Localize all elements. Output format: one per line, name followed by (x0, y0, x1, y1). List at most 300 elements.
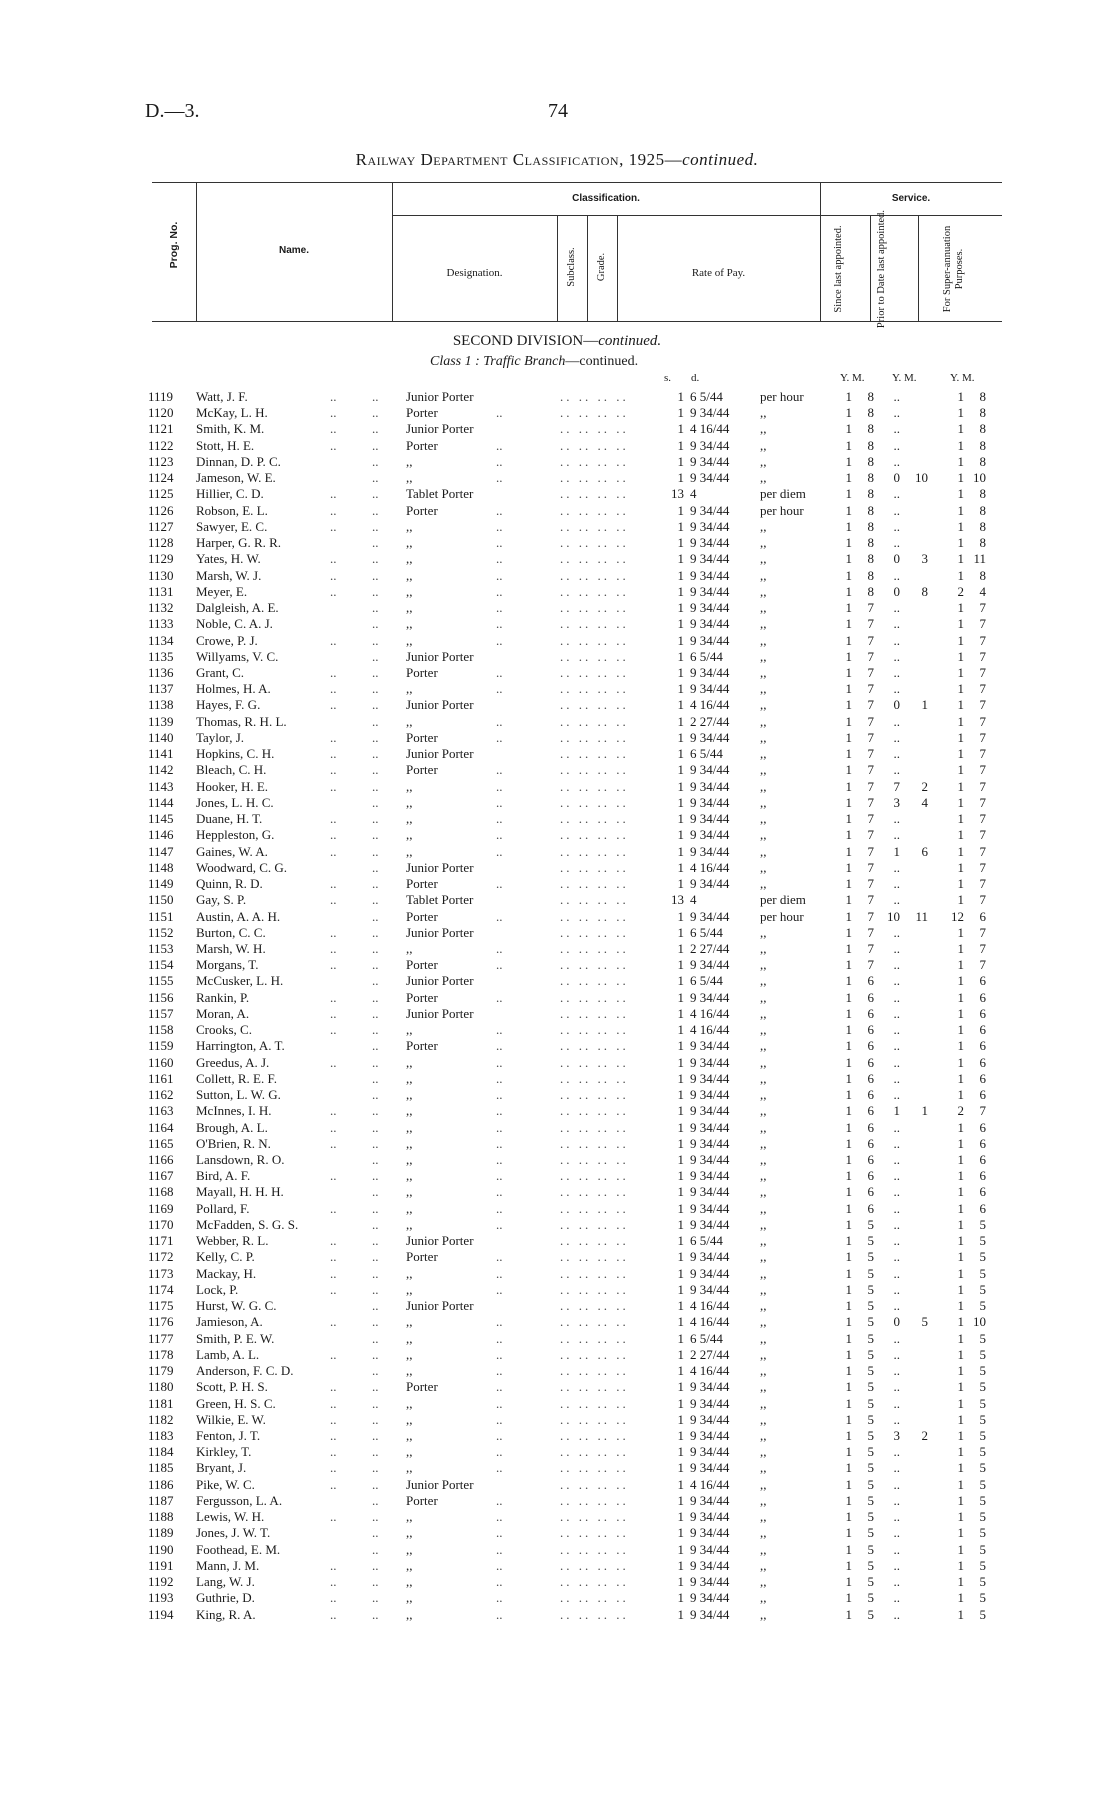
rate-pence-cell: 9 34/44 (690, 876, 730, 892)
name-cell: Quinn, R. D. (196, 876, 263, 892)
dot-leader: .. .. .. .. (560, 794, 629, 810)
dot-leader: .. (330, 1054, 337, 1070)
dot-leader: .. (372, 502, 379, 518)
since-years-cell: 1 (845, 989, 852, 1005)
dot-leader: .. .. .. .. (560, 746, 629, 762)
rate-period-cell: ,, (760, 1363, 767, 1379)
since-years-cell: 1 (845, 1249, 852, 1265)
dot-leader: .. (372, 535, 379, 551)
super-months-cell: 7 (979, 664, 986, 680)
rate-period-cell: per diem (760, 892, 806, 908)
designation-cell: Junior Porter (406, 1476, 474, 1492)
prior-years-cell: .. (893, 1411, 900, 1427)
prior-years-cell: .. (893, 973, 900, 989)
rate-shillings-cell: 1 (677, 1314, 684, 1330)
table-row (0, 795, 1114, 811)
table-row (0, 503, 1114, 519)
designation-cell: Porter (406, 908, 438, 924)
rate-period-cell: ,, (760, 405, 767, 421)
dot-leader: .. (496, 940, 503, 956)
super-years-cell: 1 (957, 405, 964, 421)
name-cell: Smith, K. M. (196, 421, 265, 437)
super-months-cell: 5 (979, 1216, 986, 1232)
name-cell: Morgans, T. (196, 957, 259, 973)
rate-period-cell: ,, (760, 1135, 767, 1151)
dot-leader: .. (330, 518, 337, 534)
since-months-cell: 7 (867, 664, 874, 680)
dot-leader: .. (372, 1346, 379, 1362)
header-prior-to: Prior to Date last appointed. (876, 209, 887, 329)
table-row (0, 438, 1114, 454)
since-years-cell: 1 (845, 1460, 852, 1476)
super-years-cell: 12 (951, 908, 964, 924)
designation-cell: ,, (406, 1022, 413, 1038)
super-years-cell: 1 (957, 1460, 964, 1476)
prior-years-cell: .. (893, 1346, 900, 1362)
super-months-cell: 7 (979, 600, 986, 616)
dot-leader: .. .. .. .. (560, 616, 629, 632)
prior-months-cell: 4 (921, 794, 928, 810)
name-cell: McFadden, S. G. S. (196, 1216, 299, 1232)
prog-no-cell: 1185 (148, 1460, 174, 1476)
dot-leader: .. .. .. .. (560, 453, 629, 469)
dot-leader: .. (496, 1557, 503, 1573)
dot-leader: .. (372, 1460, 379, 1476)
rate-period-cell: ,, (760, 876, 767, 892)
dot-leader: .. (372, 1298, 379, 1314)
prior-months-cell: 2 (921, 1428, 928, 1443)
dot-leader: .. (330, 1460, 337, 1476)
designation-cell: ,, (406, 1152, 413, 1168)
prog-no-cell: 1136 (148, 664, 174, 680)
dot-leader: .. .. .. .. (560, 697, 629, 713)
designation-cell: Junior Porter (406, 924, 474, 940)
dot-leader: .. (330, 1395, 337, 1411)
dot-leader: .. .. .. .. (560, 876, 629, 892)
super-years-cell: 1 (957, 1509, 964, 1525)
rate-shillings-cell: 1 (677, 453, 684, 469)
designation-cell: ,, (406, 1330, 413, 1346)
designation-cell: ,, (406, 940, 413, 956)
dot-leader: .. .. .. .. (560, 1541, 629, 1557)
dot-leader: .. (372, 729, 379, 745)
table-row (0, 1542, 1114, 1558)
super-months-cell: 6 (979, 908, 986, 924)
dot-leader: .. (330, 502, 337, 518)
dot-leader: .. (372, 908, 379, 924)
table-row (0, 714, 1114, 730)
table-row (0, 1590, 1114, 1606)
prior-years-cell: .. (893, 1281, 900, 1297)
dot-leader: .. (330, 405, 337, 421)
rate-period-cell: ,, (760, 827, 767, 843)
prior-years-cell: .. (893, 1363, 900, 1379)
rate-shillings-cell: 1 (677, 1054, 684, 1070)
super-years-cell: 1 (957, 1525, 964, 1541)
rate-pence-cell: 4 16/44 (690, 1022, 730, 1038)
name-cell: Mackay, H. (196, 1265, 257, 1281)
prog-no-cell: 1157 (148, 1005, 174, 1021)
dot-leader: .. (372, 957, 379, 973)
name-cell: Fenton, J. T. (196, 1428, 261, 1443)
since-months-cell: 7 (867, 713, 874, 729)
dot-leader: .. (330, 1005, 337, 1021)
prior-years-cell: .. (893, 405, 900, 421)
since-months-cell: 5 (867, 1590, 874, 1606)
since-months-cell: 7 (867, 746, 874, 762)
since-years-cell: 1 (845, 1022, 852, 1038)
name-cell: Jones, L. H. C. (196, 794, 274, 810)
rate-shillings-cell: 1 (677, 1119, 684, 1135)
since-months-cell: 5 (867, 1233, 874, 1249)
since-years-cell: 1 (845, 908, 852, 924)
dot-leader: .. .. .. .. (560, 924, 629, 940)
super-years-cell: 1 (957, 1152, 964, 1168)
name-cell: Woodward, C. G. (196, 859, 288, 875)
super-months-cell: 5 (979, 1492, 986, 1508)
dot-leader: .. .. .. .. (560, 1022, 629, 1038)
rate-shillings-cell: 1 (677, 1233, 684, 1249)
since-years-cell: 1 (845, 713, 852, 729)
since-years-cell: 1 (845, 1541, 852, 1557)
dot-leader: .. (496, 1265, 503, 1281)
name-cell: Webber, R. L. (196, 1233, 269, 1249)
dot-leader: .. (330, 1574, 337, 1590)
dot-leader: .. (372, 1216, 379, 1232)
dot-leader: .. (372, 421, 379, 437)
dot-leader: .. .. .. .. (560, 389, 629, 404)
prog-no-cell: 1193 (148, 1590, 174, 1606)
super-months-cell: 5 (979, 1590, 986, 1606)
dot-leader: .. .. .. .. (560, 827, 629, 843)
designation-cell: ,, (406, 1363, 413, 1379)
since-months-cell: 7 (867, 762, 874, 778)
dot-leader: .. (496, 908, 503, 924)
dot-leader: .. (372, 876, 379, 892)
table-row (0, 957, 1114, 973)
name-cell: Bleach, C. H. (196, 762, 267, 778)
rate-pence-cell: 9 34/44 (690, 1152, 730, 1168)
dot-leader: .. (372, 600, 379, 616)
dot-leader: .. (496, 1541, 503, 1557)
rate-pence-cell: 9 34/44 (690, 551, 730, 567)
rate-period-cell: ,, (760, 1184, 767, 1200)
header-divider (587, 215, 588, 321)
rate-pence-cell: 9 34/44 (690, 502, 730, 518)
unit-shillings: s. (664, 372, 672, 384)
since-years-cell: 1 (845, 616, 852, 632)
dot-leader: .. (372, 989, 379, 1005)
dot-leader: .. (496, 1216, 503, 1232)
rate-period-cell: ,, (760, 1557, 767, 1573)
dot-leader: .. .. .. .. (560, 1509, 629, 1525)
dot-leader: .. (330, 1281, 337, 1297)
dot-leader: .. .. .. .. (560, 502, 629, 518)
since-years-cell: 1 (845, 827, 852, 843)
prog-no-cell: 1132 (148, 600, 174, 616)
name-cell: Green, H. S. C. (196, 1395, 276, 1411)
designation-cell: ,, (406, 1087, 413, 1103)
prior-years-cell: .. (893, 1038, 900, 1054)
dot-leader: .. (330, 746, 337, 762)
table-row (0, 1460, 1114, 1476)
rate-pence-cell: 6 5/44 (690, 1233, 723, 1249)
designation-cell: Porter (406, 729, 438, 745)
since-years-cell: 1 (845, 648, 852, 664)
dot-leader: .. (330, 1509, 337, 1525)
since-months-cell: 8 (867, 389, 874, 404)
designation-cell: ,, (406, 616, 413, 632)
super-months-cell: 7 (979, 859, 986, 875)
class-heading-continued: —continued. (565, 354, 639, 369)
name-cell: Moran, A. (196, 1005, 250, 1021)
name-cell: Hillier, C. D. (196, 486, 264, 502)
designation-cell: Porter (406, 1379, 438, 1395)
dot-leader: .. (496, 1411, 503, 1427)
designation-cell: ,, (406, 1200, 413, 1216)
dot-leader: .. (372, 1054, 379, 1070)
dot-leader: .. .. .. .. (560, 989, 629, 1005)
dot-leader: .. .. .. .. (560, 1379, 629, 1395)
rate-shillings-cell: 1 (677, 1216, 684, 1232)
since-years-cell: 1 (845, 762, 852, 778)
name-cell: Noble, C. A. J. (196, 616, 273, 632)
table-row (0, 1314, 1114, 1330)
dot-leader: .. (372, 1152, 379, 1168)
since-months-cell: 5 (867, 1509, 874, 1525)
dot-leader: .. .. .. .. (560, 1476, 629, 1492)
super-years-cell: 1 (957, 957, 964, 973)
prior-years-cell: .. (893, 1216, 900, 1232)
rate-period-cell: ,, (760, 762, 767, 778)
since-months-cell: 5 (867, 1395, 874, 1411)
since-years-cell: 1 (845, 567, 852, 583)
name-cell: Bird, A. F. (196, 1168, 251, 1184)
since-years-cell: 1 (845, 453, 852, 469)
prog-no-cell: 1129 (148, 551, 174, 567)
rate-pence-cell: 9 34/44 (690, 1606, 730, 1622)
rate-period-cell: per hour (760, 908, 804, 924)
designation-cell: ,, (406, 1606, 413, 1622)
super-years-cell: 1 (957, 470, 964, 486)
rate-shillings-cell: 1 (677, 664, 684, 680)
since-years-cell: 1 (845, 1005, 852, 1021)
super-months-cell: 8 (979, 421, 986, 437)
header-since-last: Since last appointed. (833, 225, 844, 313)
super-months-cell: 5 (979, 1444, 986, 1460)
rate-shillings-cell: 1 (677, 843, 684, 859)
designation-cell: ,, (406, 1395, 413, 1411)
rate-pence-cell: 4 16/44 (690, 859, 730, 875)
rate-pence-cell: 6 5/44 (690, 924, 723, 940)
dot-leader: .. (496, 1152, 503, 1168)
dot-leader: .. (330, 421, 337, 437)
designation-cell: ,, (406, 1541, 413, 1557)
designation-cell: Porter (406, 437, 438, 453)
rate-period-cell: ,, (760, 1103, 767, 1119)
since-months-cell: 7 (867, 957, 874, 973)
designation-cell: Junior Porter (406, 746, 474, 762)
since-years-cell: 1 (845, 1411, 852, 1427)
prog-no-cell: 1125 (148, 486, 174, 502)
header-divider (557, 215, 558, 321)
unit-pence: d. (691, 372, 700, 384)
header-divider (918, 215, 919, 321)
rate-shillings-cell: 1 (677, 827, 684, 843)
dot-leader: .. (372, 1574, 379, 1590)
super-years-cell: 1 (957, 1395, 964, 1411)
dot-leader: .. (330, 664, 337, 680)
rate-pence-cell: 9 34/44 (690, 908, 730, 924)
super-years-cell: 1 (957, 1314, 964, 1330)
super-months-cell: 6 (979, 1022, 986, 1038)
super-months-cell: 8 (979, 567, 986, 583)
dot-leader: .. (330, 389, 337, 404)
super-years-cell: 1 (957, 1087, 964, 1103)
rate-period-cell: ,, (760, 1346, 767, 1362)
rate-pence-cell: 9 34/44 (690, 632, 730, 648)
dot-leader: .. (496, 551, 503, 567)
name-cell: Gay, S. P. (196, 892, 247, 908)
designation-cell: ,, (406, 713, 413, 729)
rate-shillings-cell: 1 (677, 1281, 684, 1297)
name-cell: Scott, P. H. S. (196, 1379, 268, 1395)
prog-no-cell: 1144 (148, 794, 174, 810)
since-months-cell: 5 (867, 1216, 874, 1232)
rate-shillings-cell: 1 (677, 583, 684, 599)
super-months-cell: 7 (979, 648, 986, 664)
prog-no-cell: 1167 (148, 1168, 174, 1184)
rate-shillings-cell: 1 (677, 1476, 684, 1492)
super-months-cell: 6 (979, 1168, 986, 1184)
designation-cell: Porter (406, 405, 438, 421)
table-row (0, 860, 1114, 876)
dot-leader: .. .. .. .. (560, 957, 629, 973)
rate-period-cell: ,, (760, 1216, 767, 1232)
since-years-cell: 1 (845, 1168, 852, 1184)
rate-pence-cell: 9 34/44 (690, 794, 730, 810)
name-cell: Lang, W. J. (196, 1574, 255, 1590)
dot-leader: .. (496, 600, 503, 616)
dot-leader: .. .. .. .. (560, 1249, 629, 1265)
super-months-cell: 7 (979, 713, 986, 729)
since-months-cell: 5 (867, 1444, 874, 1460)
dot-leader: .. (330, 1606, 337, 1622)
name-cell: Pollard, F. (196, 1200, 250, 1216)
name-cell: Hayes, F. G. (196, 697, 261, 713)
since-months-cell: 6 (867, 1135, 874, 1151)
dot-leader: .. (496, 827, 503, 843)
dot-leader: .. (372, 1184, 379, 1200)
designation-cell: Junior Porter (406, 859, 474, 875)
dot-leader: .. (372, 1135, 379, 1151)
super-years-cell: 1 (957, 729, 964, 745)
dot-leader: .. (496, 1087, 503, 1103)
dot-leader: .. (372, 1005, 379, 1021)
rate-period-cell: per hour (760, 502, 804, 518)
header-subclass: Subclass. (566, 247, 577, 287)
dot-leader: .. (330, 1557, 337, 1573)
dot-leader: .. .. .. .. (560, 567, 629, 583)
rate-pence-cell: 9 34/44 (690, 1379, 730, 1395)
prior-years-cell: .. (893, 486, 900, 502)
since-years-cell: 1 (845, 632, 852, 648)
super-months-cell: 6 (979, 1070, 986, 1086)
rate-period-cell: ,, (760, 1444, 767, 1460)
dot-leader: .. (496, 1103, 503, 1119)
super-months-cell: 6 (979, 1135, 986, 1151)
dot-leader: .. .. .. .. (560, 1265, 629, 1281)
since-months-cell: 5 (867, 1298, 874, 1314)
since-years-cell: 1 (845, 1119, 852, 1135)
rate-shillings-cell: 1 (677, 1265, 684, 1281)
dot-leader: .. (372, 762, 379, 778)
rate-shillings-cell: 1 (677, 470, 684, 486)
super-months-cell: 8 (979, 486, 986, 502)
prog-no-cell: 1138 (148, 697, 174, 713)
super-years-cell: 1 (957, 713, 964, 729)
prior-years-cell: .. (893, 811, 900, 827)
rate-shillings-cell: 1 (677, 616, 684, 632)
prior-years-cell: .. (893, 1460, 900, 1476)
super-months-cell: 10 (973, 470, 986, 486)
prior-months-cell: 6 (921, 843, 928, 859)
designation-cell: ,, (406, 1525, 413, 1541)
rate-pence-cell: 9 34/44 (690, 1103, 730, 1119)
rate-shillings-cell: 1 (677, 697, 684, 713)
rate-shillings-cell: 1 (677, 1541, 684, 1557)
super-months-cell: 7 (979, 827, 986, 843)
dot-leader: .. .. .. .. (560, 1184, 629, 1200)
dot-leader: .. .. .. .. (560, 973, 629, 989)
table-row (0, 1509, 1114, 1525)
prior-years-cell: .. (893, 1525, 900, 1541)
dot-leader: .. .. .. .. (560, 1281, 629, 1297)
prog-no-cell: 1140 (148, 729, 174, 745)
dot-leader: .. (330, 697, 337, 713)
rate-shillings-cell: 1 (677, 600, 684, 616)
table-row (0, 681, 1114, 697)
dot-leader: .. .. .. .. (560, 551, 629, 567)
dot-leader: .. (496, 1574, 503, 1590)
dot-leader: .. (372, 1119, 379, 1135)
rate-period-cell: ,, (760, 1411, 767, 1427)
division-heading-continued: continued. (598, 333, 662, 349)
dot-leader: .. .. .. .. (560, 940, 629, 956)
table-row (0, 1525, 1114, 1541)
prog-no-cell: 1178 (148, 1346, 174, 1362)
table-row (0, 1103, 1114, 1119)
since-months-cell: 8 (867, 421, 874, 437)
since-years-cell: 1 (845, 681, 852, 697)
prior-years-cell: 1 (893, 843, 900, 859)
since-months-cell: 6 (867, 1087, 874, 1103)
rate-pence-cell: 9 34/44 (690, 518, 730, 534)
rate-period-cell: ,, (760, 1492, 767, 1508)
since-months-cell: 7 (867, 892, 874, 908)
rate-period-cell: ,, (760, 437, 767, 453)
dot-leader: .. (372, 1492, 379, 1508)
since-years-cell: 1 (845, 1525, 852, 1541)
rate-pence-cell: 4 16/44 (690, 1476, 730, 1492)
designation-cell: Junior Porter (406, 389, 474, 404)
designation-cell: Tablet Porter (406, 486, 474, 502)
since-years-cell: 1 (845, 1557, 852, 1573)
dot-leader: .. (372, 746, 379, 762)
dot-leader: .. (330, 551, 337, 567)
prog-no-cell: 1142 (148, 762, 174, 778)
since-years-cell: 1 (845, 1509, 852, 1525)
